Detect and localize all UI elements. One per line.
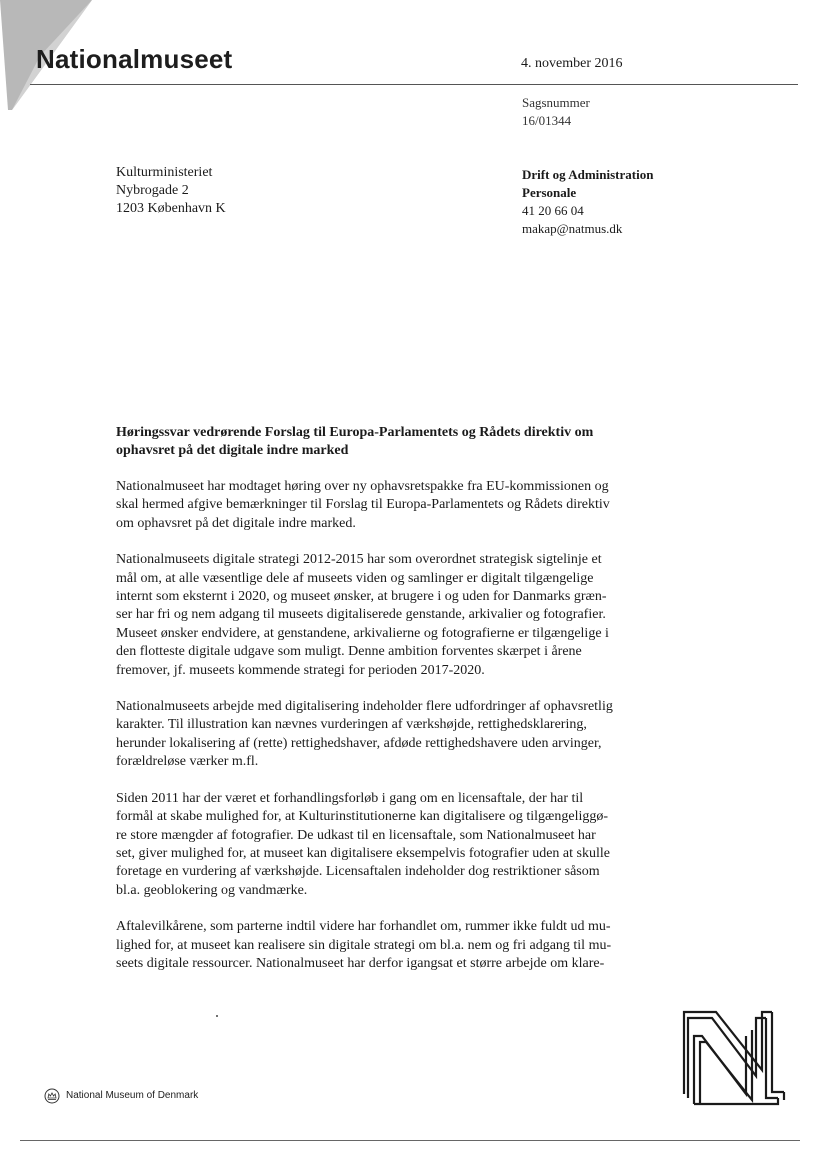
sender-unit: Personale [522,185,577,200]
sender-email: makap@natmus.dk [522,221,623,236]
body-paragraph [116,790,636,900]
letter-body [116,478,636,991]
subject-line: Høringssvar vedrørende Forslag til Europa-Parlamentets og Rådets direktiv om [116,425,594,440]
body-line: seets digitale ressourcer. Nationalmuseet har derfor igangsat et større arbejde om klare- [116,955,605,971]
sender-block [522,166,653,238]
body-line: internt som eksternt i 2020, og museet ønsker, at brugere i og uden for Danmarks græn- [116,589,607,605]
body-line: skal hermed afgive bemærkninger til Forslag til Europa-Parlamentets og Rådets direktiv [116,497,610,513]
header-divider [30,84,798,85]
subject-line: ophavsret på det digitale indre marked [116,443,349,458]
recipient-address [116,164,226,218]
body-line: lighed for, at museet kan realisere sin digitale strategi om bl.a. nem og fri adgang til mu- [116,937,612,953]
recipient-line: Nybrogade 2 [116,183,189,198]
footer-divider [20,1140,800,1141]
n-logo-icon [682,1010,786,1106]
case-number: 16/01344 [522,113,572,128]
body-line: Aftalevilkårene, som parterne indtil videre har forhandlet om, rummer ikke fuldt ud mu- [116,919,611,935]
body-line: Nationalmuseets digitale strategi 2012-2015 har som overordnet strategisk sigtelinje et [116,552,602,568]
body-line: re store mængder af fotografier. De udkast til en licensaftale, som Nationalmuseet har [116,827,596,843]
org-logo-text: Nationalmuseet [36,44,233,74]
footer-org-name: National Museum of Denmark [66,1090,199,1101]
body-line: mål om, at alle væsentlige dele af museets viden og samlinger er digitalt tilgængelige [116,570,594,586]
letter-date: 4. november 2016 [521,56,623,71]
letter-subject [116,424,636,460]
body-line: Siden 2011 har der været et forhandlingsforløb i gang om en licensaftale, der har til [116,790,584,806]
body-paragraph [116,698,636,772]
body-line: formål at skabe mulighed for, at Kulturinstitutionerne kan digitalisere og tilgængeliggø- [116,809,609,825]
recipient-line: Kulturministeriet [116,165,213,180]
body-line: fremover, jf. museets kommende strategi for perioden 2017-2020. [116,662,485,678]
body-line: den flotteste digitale udgave som muligt. Denne ambition forventes skærpet i årene [116,644,582,660]
body-line: bl.a. geoblokering og vandmærke. [116,882,308,898]
body-line: ser har fri og nem adgang til museets digitaliserede genstande, arkivalier og fotografier. [116,607,606,623]
body-line: set, giver mulighed for, at museet kan digitalisere eksempelvis fotografier uden at skulle [116,845,610,861]
body-line: karakter. Til illustration kan nævnes vurderingen af værkshøjde, rettighedsklarering, [116,717,587,733]
case-label: Sagsnummer [522,95,590,110]
body-line: herunder lokalisering af (rette) rettighedshaver, afdøde rettighedshavere uden arvinger, [116,735,602,751]
sender-phone: 41 20 66 04 [522,203,584,218]
recipient-line: 1203 København K [116,201,226,216]
body-line: foretage en vurdering af værkshøjde. Licensaftalen indeholder dog restriktioner såsom [116,864,600,880]
scan-speck [216,1015,218,1017]
sender-department: Drift og Administration [522,167,654,182]
body-line: forældreløse værker m.fl. [116,754,259,770]
body-paragraph [116,551,636,680]
case-block [522,94,590,130]
body-line: Nationalmuseets arbejde med digitalisering indeholder flere udfordringer af ophavsretlig [116,699,613,715]
body-line: Museet ønsker endvidere, at genstandene, arkivalierne og fotografierne er tilgængelige i [116,625,609,641]
body-paragraph [116,918,636,973]
body-line: om ophavsret på det digitale indre marked. [116,515,356,531]
body-paragraph [116,478,636,533]
crown-seal-icon [44,1088,60,1104]
body-line: Nationalmuseet har modtaget høring over ny ophavsretspakke fra EU-kommissionen og [116,479,609,494]
